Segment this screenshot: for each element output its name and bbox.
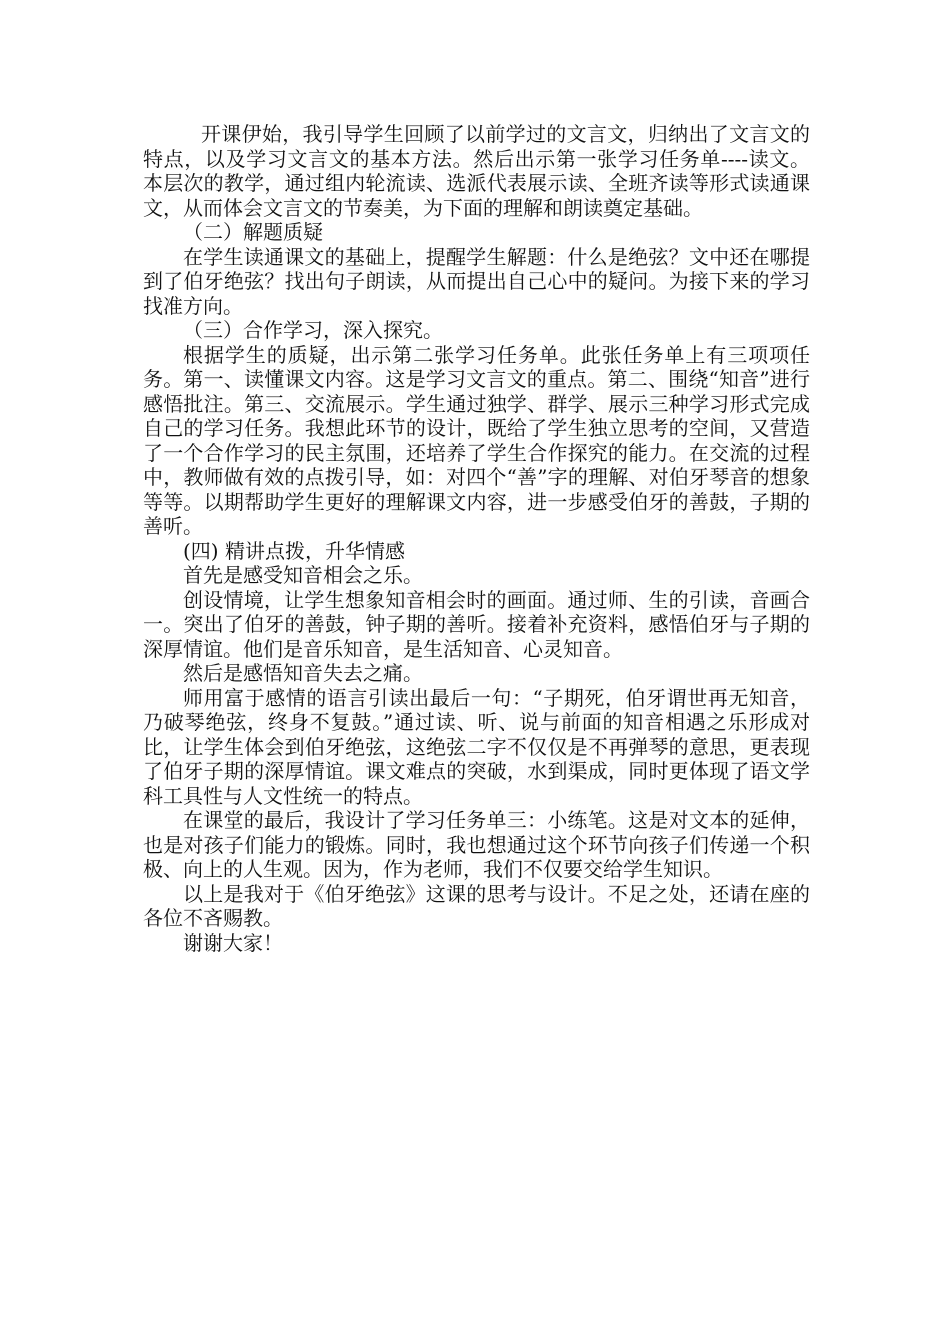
paragraph: 在课堂的最后，我设计了学习任务单三：小练笔。这是对文本的延伸，也是对孩子们能力的锻炼。同时，我也想通过这个环节向孩子们传递一个积极、向上的人生观。因为，作为老师，我们不仅要交给学生知识。	[143, 808, 810, 881]
section-heading-4: (四) 精讲点拨，升华情感	[183, 538, 405, 563]
paragraph: 师用富于感情的语言引读出最后一句：“子期死，伯牙谓世再无知音，乃破琴绝弦，终身不复鼓。”通过读、听、说与前面的知音相遇之乐形成对比，让学生体会到伯牙绝弦，这绝弦二字不仅仅是不再弹琴的意思，更表现了伯牙子期的深厚情谊。课文难点的突破，水到渠成，同时更体现了语文学科工具性与人文性统一的特点。	[143, 685, 810, 808]
paragraph-closing: 以上是我对于《伯牙绝弦》这课的思考与设计。不足之处，还请在座的各位不吝赐教。	[143, 881, 810, 930]
paragraph: 创设情境，让学生想象知音相会时的画面。通过师、生的引读，音画合一。突出了伯牙的善鼓，钟子期的善听。接着补充资料，感悟伯牙与子期的深厚情谊。他们是音乐知音，是生活知音、心灵知音。	[143, 587, 810, 661]
paragraph: 在学生读通课文的基础上，提醒学生解题：什么是绝弦？文中还在哪提到了伯牙绝弦？找出句子朗读，从而提出自己心中的疑问。为接下来的学习找准方向。	[143, 244, 810, 318]
section-heading-3: （三）合作学习，深入探究。	[183, 318, 443, 342]
paragraph: 根据学生的质疑，出示第二张学习任务单。此张任务单上有三项项任务。第一、读懂课文内容。这是学习文言文的重点。第二、围绕“知音”进行感悟批注。第三、交流展示。学生通过独学、群学、展示三种学习形式完成自己的学习任务。我想此环节的设计，既给了学生独立思考的空间，又营造了一个合作学习的民主氛围，还培养了学生合作探究的能力。在交流的过程中，教师做有效的点拨引导，如：对四个“善”字的理解、对伯牙琴音的想象等等。以期帮助学生更好的理解课文内容，进一步感受伯牙的善鼓，子期的善听。	[143, 342, 810, 538]
paragraph-thanks: 谢谢大家！	[183, 930, 283, 955]
paragraph: 首先是感受知音相会之乐。	[183, 563, 423, 587]
section-heading-2: （二）解题质疑	[183, 220, 323, 244]
paragraph-intro: 开课伊始，我引导学生回顾了以前学过的文言文，归纳出了文言文的特点，以及学习文言文的基本方法。然后出示第一张学习任务单----读文。本层次的教学，通过组内轮流读、选派代表展示读、全班齐读等形式读通课文，从而体会文言文的节奏美，为下面的理解和朗读奠定基础。	[143, 122, 810, 220]
document-body	[143, 122, 810, 955]
paragraph: 然后是感悟知音失去之痛。	[183, 661, 423, 685]
